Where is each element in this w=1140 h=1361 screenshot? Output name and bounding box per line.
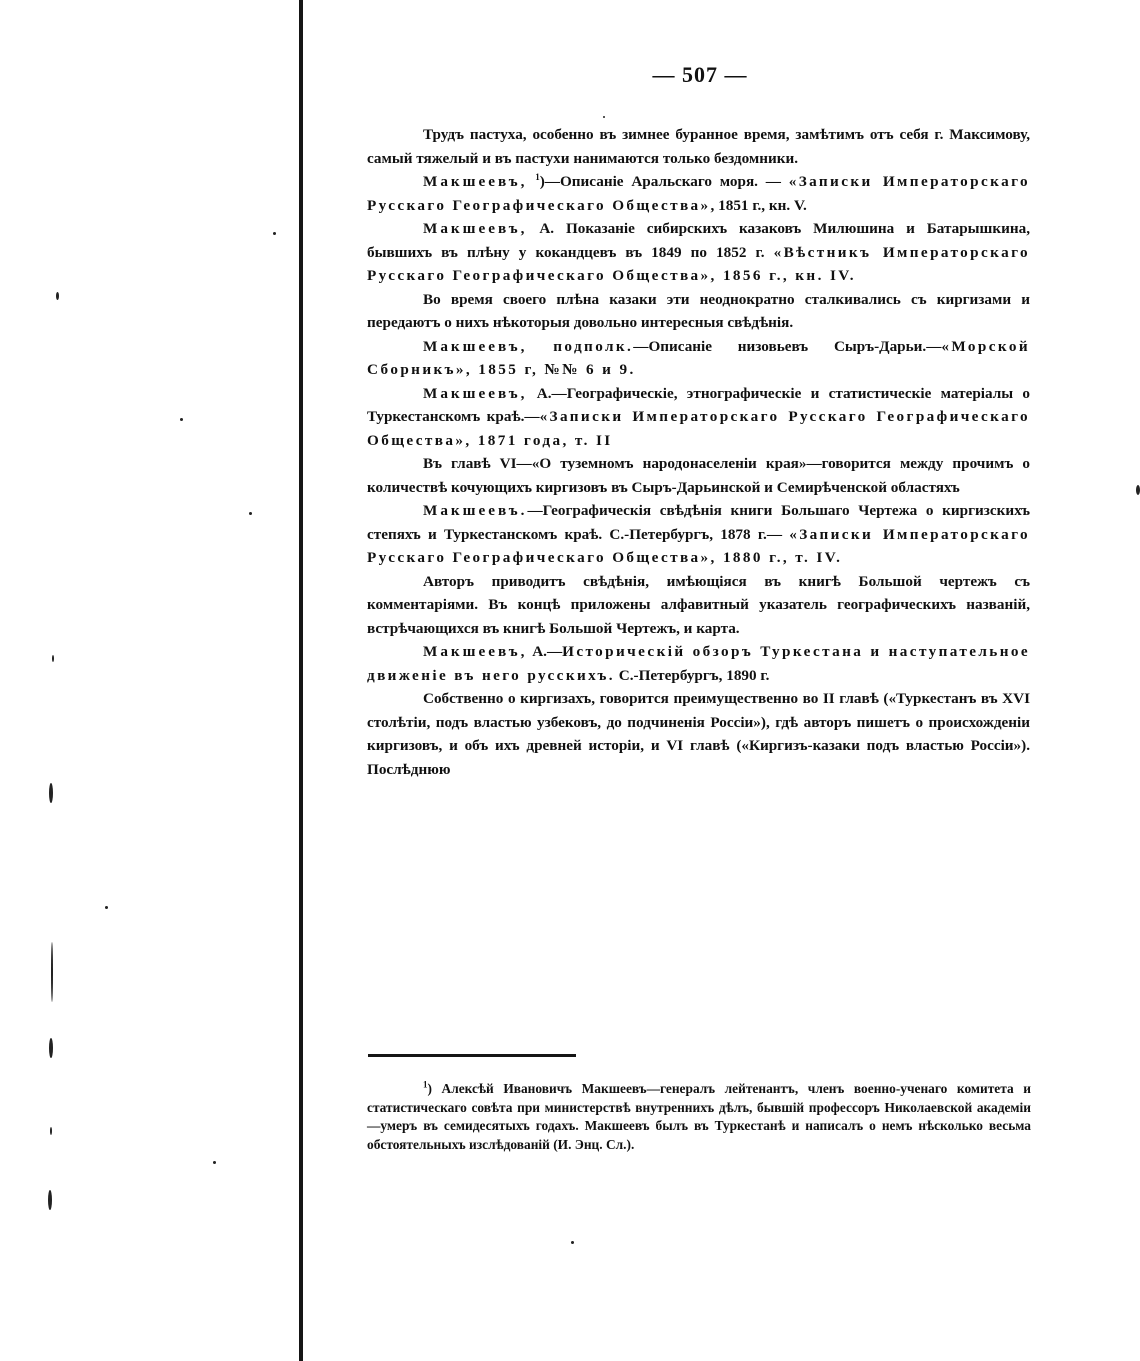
- entry-annotation: Во время своего плѣна казаки эти неоднократно сталкивались съ киргизами и передаютъ о нихъ нѣкоторыя довольно интересныя свѣдѣнія.: [367, 290, 1030, 331]
- entry-source: «Записки Императорскаго Русскаго Географическаго Общества»: [367, 173, 1030, 214]
- entry-annotation: Въ главѣ VI—«О туземномъ народонаселеніи края»—говорится между прочимъ о количествѣ кочующихъ киргизовъ въ Сыръ-Дарьинской и Семирѣченской областяхъ: [367, 455, 1030, 496]
- entry-author: Макшеевъ,: [423, 220, 528, 237]
- entry-text: С.-Петербургъ, 1890 г.: [615, 666, 770, 684]
- bibliography-entry: [367, 217, 1030, 288]
- footnote: [367, 1080, 1031, 1154]
- page-number: — 507 —: [652, 62, 748, 87]
- scan-speck: [213, 1161, 216, 1164]
- entry-text: [527, 338, 553, 355]
- entry-text: А.—: [527, 643, 563, 660]
- bibliography-entry: [367, 640, 1030, 687]
- entry-text: —Описаніе низовьевъ Сыръ-Дарьи.—: [633, 337, 942, 355]
- entry-text: А. Показаніе сибирскихъ казаковъ Милюшина и Батарышкина, бывшихъ въ плѣну у кокандцевъ въ 1849 по 1852 г.: [367, 220, 1030, 261]
- entry-author: Макшеевъ,: [423, 643, 528, 660]
- entry-text: )—Описаніе Аральскаго моря. —: [539, 173, 789, 190]
- entry-author: Макшеевъ,: [423, 337, 528, 355]
- entry-source: «Записки Императорскаго Русскаго Географическаго Общества», 1880 г., т. IV.: [367, 525, 1031, 566]
- scan-speck: [56, 292, 59, 300]
- binding-margin-rule: [299, 0, 303, 1361]
- entry-text: , 1851 г., кн. V.: [710, 196, 807, 214]
- bibliography-column: [367, 123, 1030, 781]
- scan-speck: [1136, 485, 1140, 495]
- entry-source: «Морской Сборникъ», 1855 г, №№ 6 и 9.: [367, 337, 1030, 378]
- entry-text: Трудъ пастуха, особенно въ зимнее буранное время, замѣтимъ отъ себя г. Максимову, самый тяжелый и въ пастухи нанимаются только бездомники.: [367, 126, 1030, 167]
- footnote-reference[interactable]: 1: [535, 171, 540, 182]
- scan-speck: [603, 116, 605, 118]
- scan-speck: [52, 655, 54, 662]
- bibliography-entry: [367, 170, 1030, 217]
- scan-speck: [51, 942, 53, 1002]
- scan-speck: [249, 512, 252, 515]
- scan-speck: [48, 1190, 52, 1210]
- entry-author: Макшеевъ,: [423, 384, 528, 402]
- entry-text: —Географическія свѣдѣнія книги Большаго Чертежа о киргизскихъ степяхъ и Туркестанскомъ краѣ. С.-Петербургъ, 1878 г.—: [367, 502, 1030, 543]
- entry-author: Макшеевъ.: [423, 502, 528, 519]
- scan-speck: [49, 1038, 53, 1058]
- scan-speck: [50, 1127, 52, 1135]
- entry-source: «Вѣстникъ Императорскаго Русскаго Географическаго Общества», 1856 г., кн. IV.: [367, 243, 1030, 284]
- footnote-text: ) Алексѣй Ивановичъ Макшеевъ—генералъ лейтенантъ, членъ военно-ученаго комитета и статистическаго совѣта при министерствѣ внутреннихъ дѣлъ, бывшій профессоръ Николаевской академіи—умеръ въ семидесятыхъ годахъ. Макшеевъ былъ въ Туркестанѣ и написалъ о немъ нѣсколько весьма обстоятельныхъ изслѣдованій (И. Энц. Сл.).: [367, 1081, 1031, 1152]
- bibliography-entry: [367, 382, 1030, 453]
- footnote-divider: [368, 1054, 576, 1057]
- entry-annotation: Собственно о киргизахъ, говорится преимущественно во II главѣ («Туркестанъ въ XVI столѣтіи, подъ властью узбековъ, до подчиненія Россіи»), гдѣ авторъ пишетъ о происхожденіи киргизовъ, и объ ихъ древней исторіи, и VI главѣ («Киргизъ-казаки подъ властью Россіи»). Послѣднюю: [367, 690, 1030, 778]
- scan-speck: [105, 906, 108, 909]
- bibliography-entry: [367, 499, 1030, 570]
- entry-source: Историческій обзоръ Туркестана и наступательное движеніе въ него русскихъ.: [367, 643, 1030, 684]
- bibliography-entry: [367, 335, 1030, 382]
- footnote-marker: 1: [423, 1079, 428, 1090]
- scan-speck: [571, 1241, 574, 1244]
- entry-author: Макшеевъ,: [423, 173, 528, 190]
- entry-text: А.—Географическіе, этнографическіе и статистическіе матеріалы о Туркестанскомъ краѣ.—: [367, 384, 1030, 425]
- entry-annotation: Авторъ приводитъ свѣдѣнія, имѣющіяся въ книгѣ Большой чертежъ съ комментаріями. Въ концѣ приложены алфавитный указатель географическихъ названій, встрѣчающихся въ книгѣ Большой Чертежъ, и карта.: [367, 572, 1030, 637]
- entry-source: подполк.: [553, 337, 634, 355]
- scan-speck: [49, 783, 53, 803]
- intro-paragraph: [367, 123, 1030, 170]
- entry-source: «Записки Императорскаго Русскаго Географическаго Общества», 1871 года, т. II: [367, 408, 1030, 449]
- scan-speck: [273, 232, 276, 235]
- scan-speck: [180, 418, 183, 421]
